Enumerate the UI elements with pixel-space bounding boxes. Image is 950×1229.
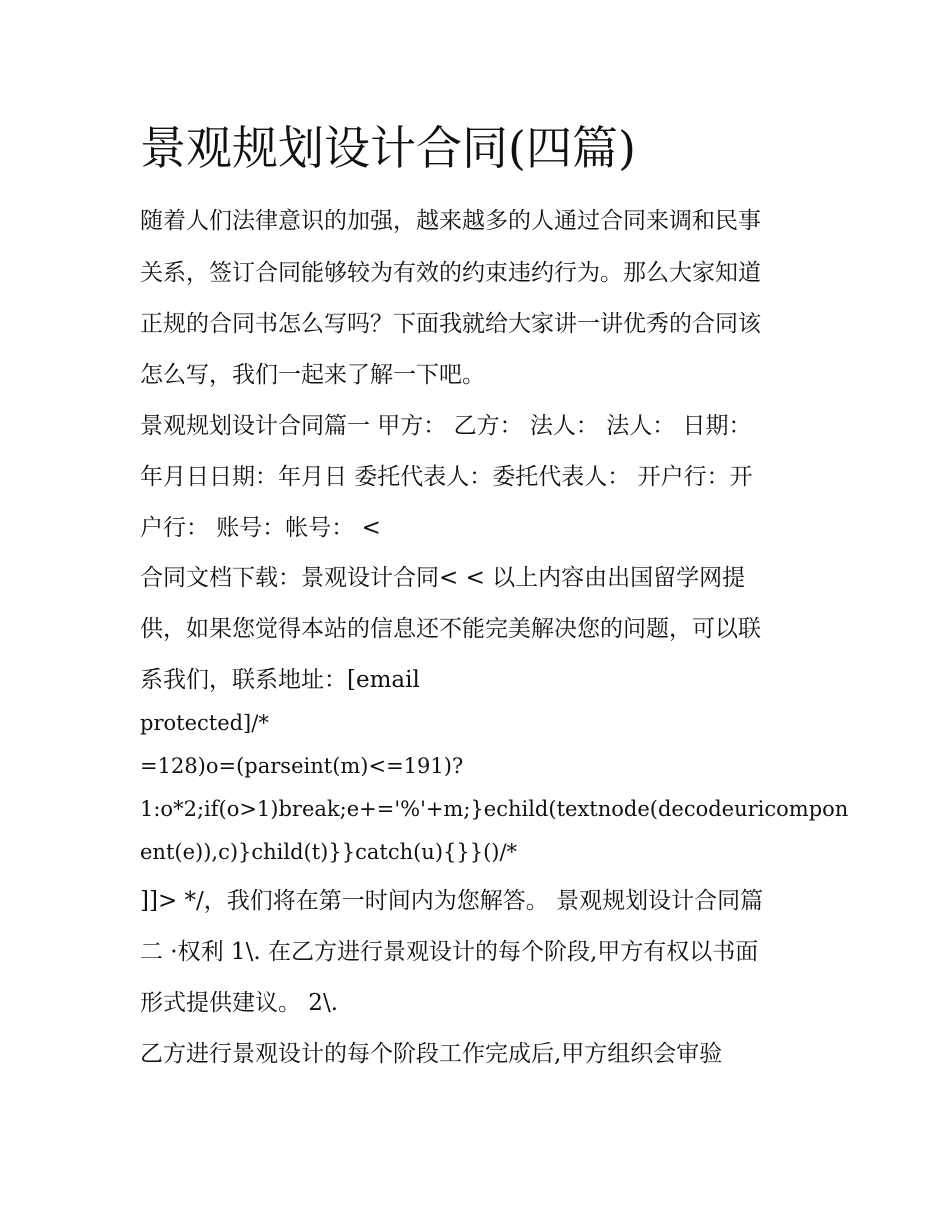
paragraph-line: 户行： 账号：帐号： < — [140, 515, 381, 541]
paragraph-line: 形式提供建议。 2\. — [140, 990, 339, 1016]
paragraph-line: 景观规划设计合同篇一 甲方： 乙方： 法人： 法人： 日期： — [140, 413, 752, 439]
paragraph-line: 系我们，联系地址：[email — [140, 667, 420, 693]
paragraph-line: 关系，签订合同能够较为有效的约束违约行为。那么大家知道 — [140, 260, 761, 286]
paragraph-line: ]]> */，我们将在第一时间内为您解答。 景观规划设计合同篇 — [140, 888, 764, 914]
paragraph-line: ent(e)),c)}child(t)}}catch(u){}}()/* — [140, 840, 518, 864]
paragraph-line: 正规的合同书怎么写吗？下面我就给大家讲一讲优秀的合同该 — [140, 311, 761, 337]
paragraph-line: 年月日日期：年月日 委托代表人：委托代表人： 开户行：开 — [140, 464, 753, 490]
paragraph-line: 怎么写，我们一起来了解一下吧。 — [140, 362, 485, 388]
paragraph-line: 随着人们法律意识的加强，越来越多的人通过合同来调和民事 — [140, 208, 761, 234]
paragraph-line: 合同文档下载：景观设计合同< < 以上内容由出国留学网提 — [140, 565, 746, 591]
document-title: 景观规划设计合同(四篇) — [140, 121, 636, 175]
paragraph-line: 1:o*2;if(o>1)break;e+='%'+m;}echild(textnode(decodeuricompon — [140, 797, 849, 821]
paragraph-line: =128)o=(parseint(m)<=191)? — [140, 754, 464, 778]
paragraph-line: 乙方进行景观设计的每个阶段工作完成后,甲方组织会审验 — [140, 1041, 723, 1067]
paragraph-line: 供，如果您觉得本站的信息还不能完美解决您的问题，可以联 — [140, 616, 761, 642]
paragraph-line: 二 ·权利 1\. 在乙方进行景观设计的每个阶段,甲方有权以书面 — [140, 939, 759, 965]
paragraph-line: protected]/* — [140, 711, 269, 735]
